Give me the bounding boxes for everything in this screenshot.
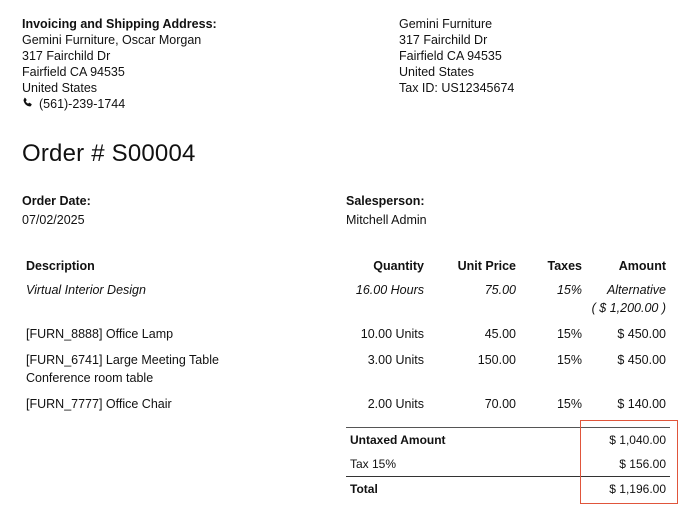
line-amount: $ 450.00 [617,353,666,367]
customer-address [22,16,217,112]
line-quantity: 16.00 Hours [355,283,424,297]
line-description: [FURN_7777] Office Chair [26,397,172,411]
line-unit-price: 45.00 [484,327,516,341]
customer-address-heading: Invoicing and Shipping Address: [22,17,217,31]
phone-icon [22,96,33,112]
company-street: 317 Fairchild Dr [399,33,488,47]
column-header-unit-price: Unit Price [457,259,516,273]
line-unit-price: 70.00 [484,397,516,411]
totals-highlight-box [580,420,678,504]
order-date-value: 07/02/2025 [22,213,85,227]
table-header-row [22,256,670,277]
customer-street: 317 Fairchild Dr [22,49,111,63]
line-amount-value: ( $ 1,200.00 ) [591,301,666,315]
line-description [22,347,330,391]
customer-phone: (561)-239-1744 [39,97,126,111]
order-date-block [22,193,91,228]
company-country: United States [399,65,475,79]
line-quantity: 10.00 Units [360,327,424,341]
tax-value: $ 156.00 [619,457,666,471]
order-lines-table [22,256,670,417]
customer-city: Fairfield CA 94535 [22,65,125,79]
line-taxes: 15% [556,327,582,341]
order-date-label: Order Date: [22,194,91,208]
total-value: $ 1,196.00 [545,477,670,502]
line-taxes: 15% [556,283,582,297]
table-row [22,277,670,321]
column-header-description: Description [26,259,95,273]
line-amount [586,277,670,321]
line-description: [FURN_8888] Office Lamp [26,327,174,341]
line-quantity: 2.00 Units [367,397,424,411]
line-taxes: 15% [556,353,582,367]
customer-country: United States [22,81,98,95]
customer-phone-row [22,96,217,112]
salesperson-label: Salesperson: [346,194,425,208]
table-row [22,391,670,417]
salesperson-block [346,193,427,228]
untaxed-amount-label: Untaxed Amount [346,428,545,453]
company-tax-id: Tax ID: US12345674 [399,81,515,95]
total-label: Total [346,477,545,502]
column-header-amount: Amount [618,259,666,273]
line-taxes: 15% [556,397,582,411]
line-unit-price: 150.00 [477,353,516,367]
column-header-taxes: Taxes [547,259,582,273]
line-description: Virtual Interior Design [26,283,146,297]
salesperson-value: Mitchell Admin [346,213,427,227]
line-product-note: Conference room table [26,371,154,385]
company-address [399,16,514,96]
company-city: Fairfield CA 94535 [399,49,502,63]
page-title: Order # S00004 [22,140,196,167]
customer-name: Gemini Furniture, Oscar Morgan [22,33,202,47]
line-unit-price: 75.00 [484,283,516,297]
line-amount: $ 450.00 [617,327,666,341]
company-name: Gemini Furniture [399,17,493,31]
line-quantity: 3.00 Units [367,353,424,367]
line-product-name: [FURN_6741] Large Meeting Table [26,353,219,367]
line-amount: $ 140.00 [617,397,666,411]
line-amount-label: Alternative [606,283,666,297]
untaxed-amount-value: $ 1,040.00 [545,428,670,453]
table-row [22,321,670,347]
tax-label: Tax 15% [350,457,397,471]
column-header-quantity: Quantity [373,259,424,273]
table-row [22,347,670,391]
